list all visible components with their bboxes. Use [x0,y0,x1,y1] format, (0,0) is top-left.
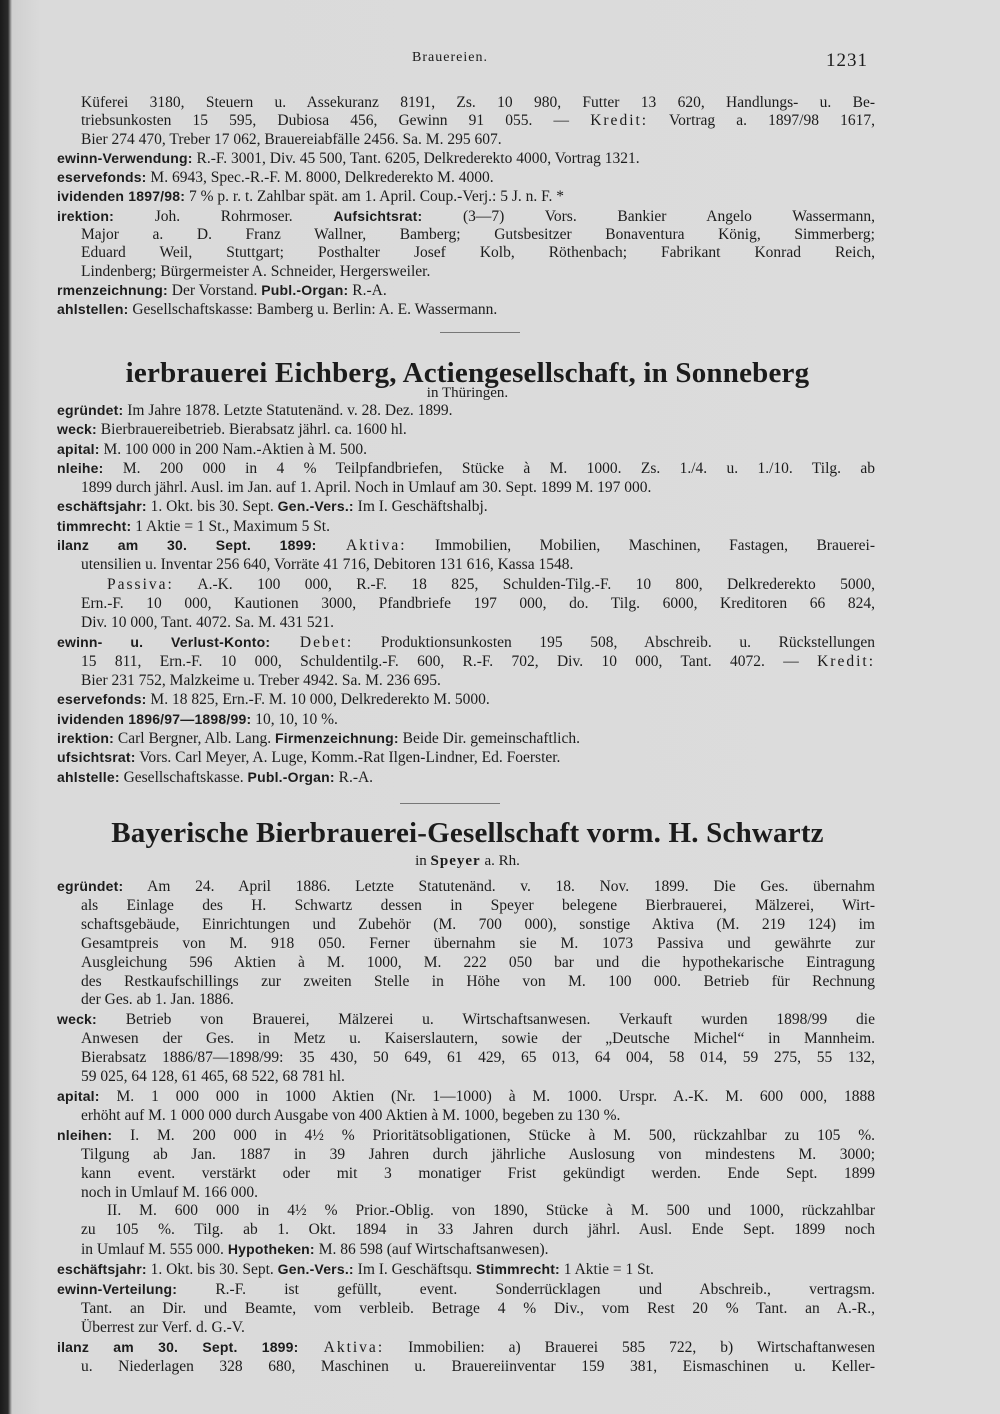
section-schwartz [57,877,875,1377]
entry-paragraph [57,575,875,633]
entry-label: ewinn- u. Verlust-Konto: [57,633,271,650]
text-line [57,594,875,613]
section-continued-entry [57,94,875,320]
divider [400,803,500,804]
text-line [57,440,875,459]
entry-label: apital: [57,1087,100,1104]
entry-label: eschäftsjahr: [57,498,147,515]
entry-text: 59 025, 64 128, 61 465, 68 522, 68 781 hl. [81,1068,345,1086]
text-line [57,748,875,767]
entry-text: Anwesen der Ges. in Metz u. Kaiserslautern, sowie der „Deutsche Michel“ in Mannheim. [81,1030,875,1048]
entry-text: 7 % p. r. t. Zahlbar spät. am 1. April. Coup.-Verj.: 5 J. n. F. * [185,188,565,206]
entry-text: a. Rh. [480,853,520,869]
text-line [57,954,875,973]
company-title-schwartz: Bayerische Bierbrauerei-Gesellschaft vorm. H. Schwartz [111,817,824,849]
text-line [57,671,875,690]
entry-text: in Thüringen. [426,385,509,401]
entry-text: Ausgleichung 596 Aktien à M. 1000, M. 222 050 bar und die hypothekarische Eintragung [81,953,875,971]
text-line [57,244,875,262]
text-line [57,1240,875,1260]
entry-label: Publ.-Organ: [261,281,349,298]
text-line [57,281,875,300]
entry [57,1280,875,1338]
entry-label: ewinn-Verwendung: [57,149,193,166]
entry-text: Div. 10 000, Tant. 4072. Sa. M. 431 521. [81,614,334,632]
text-line [57,935,875,954]
entry-label: ividenden 1896/97—1898/99: [57,710,252,727]
text-line [57,1184,875,1203]
entry [57,1260,875,1280]
entry [57,207,875,281]
entry [57,536,875,575]
entry-paragraph [57,1202,875,1260]
entry [57,300,875,319]
entry-text: in [415,853,431,869]
entry-text: in Umlauf M. 555 000. [81,1241,228,1259]
entry-label: ahlstelle: [57,768,120,785]
entry-text: I. M. 200 000 in 4½ % Prioritätsobligationen, Stücke à M. 500, rückzahlbar zu 105 %. [112,1126,875,1144]
text-line [57,112,875,130]
entry-text: (3—7) Vors. Bankier Angelo Wassermann, [422,207,875,225]
spaced-heading: Kredit: [590,112,649,130]
text-line [57,575,875,594]
entry-text: R.-A. [334,768,374,786]
text-line [57,652,875,671]
text-line [57,1221,875,1240]
company-subtitle-eichberg [55,385,880,402]
entry-text: Gesamtpreis von M. 918 050. Ferner übernahm sie M. 1073 Passiva und gewährte zur [81,934,875,952]
entry-label: Hypotheken: [227,1241,315,1258]
entry-text: Gesellschaftskasse. [119,768,248,786]
entry [57,1126,875,1203]
text-line [57,207,875,226]
entry-text: utensilien u. Inventar 256 640, Vorräte 41 716, Debitoren 131 616, Kassa 1548. [81,556,574,574]
entry-text: Tilgung ab Jan. 1887 in 39 Jahren durch jährliche Auslosung von mindestens M. 3000; [81,1145,875,1163]
entry [57,748,875,767]
entry-text: der Ges. ab 1. Jan. 1886. [81,991,234,1009]
entry-text: 1. Okt. bis 30. Sept. [146,1261,278,1279]
entry-label: Aufsichtsrat: [333,207,423,224]
entry-label: weck: [57,1011,97,1028]
entry-text: Bier 231 752, Malzkeime u. Treber 4942. Sa. M. 236 695. [81,672,441,690]
text-line [57,916,875,935]
entry-text: Bierabsatz 1886/87—1898/99: 35 430, 50 649, 61 429, 65 013, 64 004, 58 014, 59 275, 55 132, [81,1049,875,1067]
text-line [57,555,875,574]
running-title: Brauereien. [412,50,488,65]
entry-label: egründet: [57,878,124,894]
entry-label: Stimmrecht: [476,1261,560,1278]
entry-label: irektion: [57,730,115,747]
entry-text: M. 200 000 in 4 % Teilpfandbriefen, Stücke à M. 1000. Zs. 1./4. u. 1./10. Tilg. ab [103,459,875,477]
entry-text: M. 100 000 in 200 Nam.-Aktien à M. 500. [99,440,367,458]
entry [57,710,875,729]
entry-text: R.-F. ist gefüllt, event. Sonderrücklagen und Abschreib., vertragsm. [177,1281,875,1299]
text-line [57,1107,875,1126]
text-line [57,263,875,281]
text-line [57,1049,875,1068]
divider [440,332,520,333]
entry-text: Immobilien: a) Brauerei 585 722, b) Wirtschaftanwesen [384,1338,875,1356]
entry-text: Joh. Rohrmoser. [114,207,334,225]
entry-text: M. 86 598 (auf Wirtschaftsanwesen). [314,1241,549,1259]
spaced-heading: Debet: [270,633,354,651]
entry-text: Eduard Weil, Stuttgart; Posthalter Josef Kolb, Röthenbach; Fabrikant Konrad Reich, [81,244,875,262]
entry-label: ilanz am 30. Sept. 1899: [57,537,317,554]
entry [57,1087,875,1126]
entry-label: Gen.-Vers.: [277,1261,354,1278]
entry-text: 1 Aktie = 1 St., Maximum 5 St. [131,517,330,535]
text-line [57,187,875,206]
entry-text: 10, 10, 10 %. [251,710,338,728]
entry-label: nleihe: [57,459,104,476]
text-line [57,877,875,897]
entry-label: apital: [57,440,100,457]
entry-text: Ern.-F. 10 000, Kautionen 3000, Pfandbriefe 197 000, do. Tilg. 6000, Kreditoren 66 824, [81,594,875,612]
entry-text: Carl Bergner, Alb. Lang. [114,730,275,748]
entry [57,187,875,206]
entry-text: Küferei 3180, Steuern u. Assekuranz 8191, Zs. 10 980, Futter 13 620, Handlungs- u. Be- [81,94,875,111]
entry-text: triebsunkosten 15 595, Dubiosa 456, Gewinn 91 055. — [81,112,591,130]
text-line [57,517,875,536]
entry-text: Produktionsunkosten 195 508, Abschreib. u. Rückstellungen [353,633,875,651]
text-line [57,897,875,916]
spaced-heading: Kredit: [817,652,875,670]
entry-label: Speyer [430,853,481,869]
entry-text: 1. Okt. bis 30. Sept. [146,498,278,516]
entry-label: eservefonds: [57,691,147,708]
entry-text: M. 18 825, Ern.-F. M. 10 000, Delkrederekto M. 5000. [146,691,490,709]
entry [57,168,875,187]
entry-text: 15 811, Ern.-F. 10 000, Schuldentilg.-F. 600, R.-F. 702, Div. 10 000, Tant. 4072. — [81,652,818,670]
entry-text: Vortrag a. 1897/98 1617, [648,112,875,130]
entry [57,401,875,420]
entry [57,729,875,748]
entry-text: zu 105 %. Tilg. ab 1. Okt. 1894 in 33 Jahren durch jährl. Ausl. Ende Sept. 1899 noch [81,1221,875,1239]
entry [57,768,875,787]
entry [57,420,875,439]
entry-label: eservefonds: [57,169,147,186]
entry-label: weck: [57,421,97,438]
entry-label: ufsichtsrat: [57,749,136,766]
entry-text: Überrest zur Verf. d. G.-V. [81,1318,245,1336]
text-line [57,536,875,555]
entry-text: Im Jahre 1878. Letzte Statutenänd. v. 28. Dez. 1899. [123,402,453,419]
entry-text: M. 1 000 000 in 1000 Aktien (Nr. 1—1000) à M. 1000. Urspr. A.-K. M. 600 000, 1888 [99,1087,875,1105]
text-line [57,973,875,992]
entry-text: Bierbrauereibetrieb. Bierabsatz jährl. ca. 1600 hl. [96,421,407,439]
entry-text: Gesellschaftskasse: Bamberg u. Berlin: A. E. Wassermann. [128,301,498,319]
entry-text: R.-F. 3001, Div. 45 500, Tant. 6205, Delkrederekto 4000, Vortrag 1321. [192,149,640,167]
text-line [57,94,875,112]
entry-text: Im I. Geschäftsqu. [353,1261,477,1279]
entry-text: erhöht auf M. 1 000 000 durch Ausgabe von 400 Aktien à M. 1000, begeben zu 130 %. [81,1106,621,1124]
entry-label: ahlstellen: [57,301,129,318]
entry [57,877,875,1010]
entry-text: als Einlage des H. Schwartz dessen in Speyer belegene Bierbrauerei, Mälzerei, Wirt- [81,896,875,914]
entry [57,497,875,516]
entry [57,440,875,459]
text-line [57,1165,875,1184]
text-line [57,131,875,149]
text-line [57,768,875,787]
entry-text: Am 24. April 1886. Letzte Statutenänd. v. 18. Nov. 1899. Die Ges. übernahm [123,878,875,895]
entry-label: ilanz am 30. Sept. 1899: [57,1338,299,1355]
company-subtitle-schwartz [55,853,880,870]
text-line [57,1030,875,1049]
entry-text: Vors. Carl Meyer, A. Luge, Komm.-Rat Ilgen-Lindner, Ed. Foerster. [135,749,561,767]
text-line [57,1280,875,1300]
entry-label: eschäftsjahr: [57,1261,147,1278]
page-number: 1231 [826,50,868,71]
entry-text: des Restkaufschillings zur zweiten Stelle in Höhe von M. 100 000. Betrieb für Rechnung [81,972,875,990]
text-line [57,1300,875,1319]
entry-text: Tant. an Dir. und Beamte, vom verbleib. Betrage 4 % Div., vom Rest 20 % Tant. an A.-R., [81,1299,875,1317]
text-line [57,300,875,319]
entry [57,1010,875,1087]
entry-text: kann event. verstärkt oder mit 3 monatiger Frist gekündigt werden. Ende Sept. 1899 [81,1164,875,1182]
entry-label: rmenzeichnung: [57,281,168,298]
entry-text: A.-K. 100 000, R.-F. 18 825, Schulden-Tilg.-F. 10 800, Delkrederekto 5000, [173,575,875,593]
entry-label: egründet: [57,402,124,418]
company-title-eichberg: ierbrauerei Eichberg, Actiengesellschaft, in Sonneberg [125,357,810,389]
entry-label: nleihen: [57,1126,113,1143]
text-line [57,149,875,168]
text-line [57,613,875,632]
text-line [57,1010,875,1030]
text-line [57,633,875,652]
entry [57,459,875,498]
entry-label: irektion: [57,207,115,224]
text-line [57,991,875,1010]
entry-text: M. 6943, Spec.-R.-F. M. 8000, Delkrederekto M. 4000. [146,169,494,187]
entry-label: Publ.-Organ: [247,768,335,785]
entry-text: Major a. D. Franz Wallner, Bamberg; Gutsbesitzer Bonaventura König, Simmerberg; [81,226,875,244]
entry [57,517,875,536]
entry-text: II. M. 600 000 in 4½ % Prior.-Oblig. von 1890, Stücke à M. 500 und 1000, rückzahlbar [107,1202,875,1220]
entry [57,281,875,300]
text-line [57,1068,875,1087]
text-line [57,729,875,748]
entry-label: Gen.-Vers.: [277,498,354,515]
entry-text: Immobilien, Mobilien, Maschinen, Fastagen, Brauerei- [406,537,875,555]
entry-text: Lindenberg; Bürgermeister A. Schneider, Hergersweiler. [81,262,431,280]
text-line [57,1087,875,1107]
entry-label: ividenden 1897/98: [57,188,186,205]
text-line [57,459,875,478]
entry [57,1338,875,1377]
entry-label: Firmenzeichnung: [274,730,399,747]
spaced-heading: Aktiva: [316,537,407,555]
text-line [57,1126,875,1146]
entry-text: u. Niederlagen 328 680, Maschinen u. Brauereiinventar 159 381, Eismaschinen u. Keller- [81,1357,875,1375]
entry-text: schaftsgebäude, Einrichtungen und Zubehör (M. 700 000), sonstige Aktiva (M. 219 124) im [81,915,875,933]
text-line [57,1260,875,1280]
text-line [57,1338,875,1358]
spaced-heading: Passiva: [107,575,174,593]
spaced-heading: Aktiva: [298,1338,385,1356]
entry-text: Bier 274 470, Treber 17 062, Brauereiabfälle 2456. Sa. M. 295 607. [81,130,502,148]
text-line [57,401,875,420]
text-line [57,1358,875,1377]
entry-label: ewinn-Verteilung: [57,1281,178,1298]
entry [57,633,875,691]
text-line [57,1146,875,1165]
text-line [57,710,875,729]
entry-text: 1 Aktie = 1 St. [559,1261,654,1279]
entry-text: Im I. Geschäftshalbj. [353,498,488,516]
text-line [57,497,875,516]
text-line [57,1319,875,1338]
text-line [57,1202,875,1221]
entry [57,149,875,168]
entry [57,690,875,709]
entry-paragraph [57,94,875,149]
section-eichberg [57,401,875,787]
entry-label: timmrecht: [57,517,132,534]
entry-text: Beide Dir. gemeinschaftlich. [398,730,580,748]
entry-text: R.-A. [348,281,387,299]
text-line [57,226,875,244]
text-line [57,168,875,187]
text-line [57,478,875,497]
text-line [57,420,875,439]
entry-text: noch in Umlauf M. 166 000. [81,1183,258,1201]
text-line [57,690,875,709]
entry-text: 1899 durch jährl. Ausl. im Jan. auf 1. April. Noch in Umlauf am 30. Sept. 1899 M. 197 000. [81,479,652,497]
entry-text: Der Vorstand. [167,281,262,299]
entry-text: Betrieb von Brauerei, Mälzerei u. Wirtschaftsanwesen. Verkauft wurden 1898/99 die [96,1011,875,1029]
